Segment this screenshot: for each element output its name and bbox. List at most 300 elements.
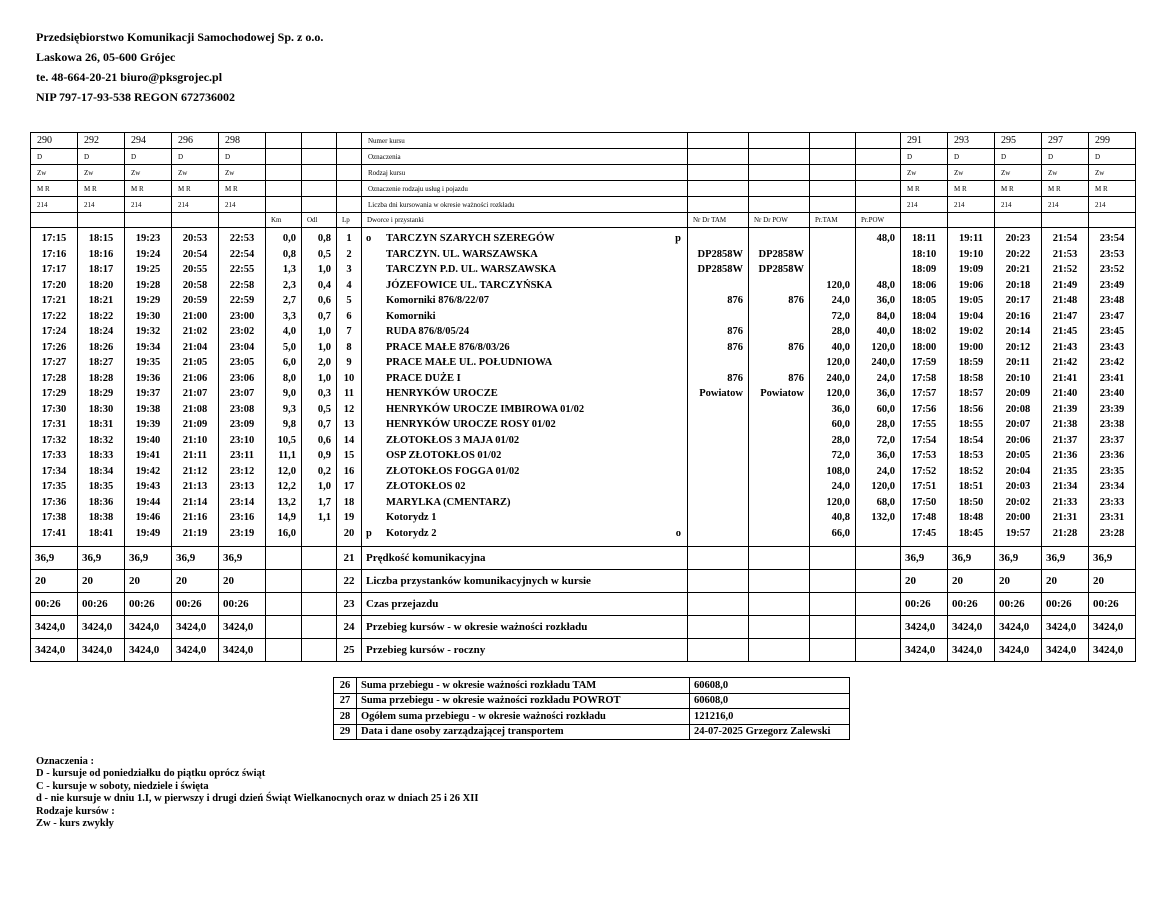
stop-marker-end	[671, 280, 687, 291]
course-mr: M R	[995, 181, 1042, 197]
blank-cell	[688, 165, 749, 181]
departure-time: 23:06	[219, 371, 266, 387]
pr-pow-value: 240,0	[856, 355, 901, 371]
blank-cell	[995, 213, 1042, 228]
stop-marker	[366, 388, 386, 399]
return-time: 21:40	[1042, 386, 1089, 402]
blank-cell	[856, 547, 901, 570]
odl-col-blank	[302, 165, 337, 181]
summary-value: 00:26	[1042, 593, 1089, 616]
return-time: 23:53	[1089, 247, 1136, 263]
summary-lp: 21	[337, 547, 362, 570]
odl-col-blank	[302, 181, 337, 197]
summary-value: 3424,0	[172, 639, 219, 662]
lp-value: 10	[337, 371, 362, 387]
stop-row	[31, 324, 1136, 340]
blank-cell	[302, 616, 337, 639]
lp-value: 17	[337, 479, 362, 495]
blank-cell	[688, 616, 749, 639]
blank-cell	[219, 213, 266, 228]
nr-tam-value: 876	[688, 293, 749, 309]
stop-cell	[362, 293, 688, 309]
course-type: Zw	[172, 165, 219, 181]
departure-time: 21:10	[172, 433, 219, 449]
blank-cell	[125, 213, 172, 228]
km-value: 14,9	[266, 510, 302, 526]
summary-value: 20	[31, 570, 78, 593]
nr-tam-value: 876	[688, 340, 749, 356]
stop-marker	[366, 280, 386, 291]
stop-wrap	[366, 295, 687, 306]
lp-col-blank	[337, 165, 362, 181]
header-label: Oznaczenie rodzaju usług i pojazdu	[362, 181, 688, 197]
nr-pow-value: 876	[749, 340, 810, 356]
departure-time: 19:23	[125, 231, 172, 247]
stop-marker	[366, 295, 386, 306]
km-value: 2,7	[266, 293, 302, 309]
departure-time: 21:07	[172, 386, 219, 402]
lp-col-blank	[337, 133, 362, 149]
summary-row	[31, 616, 1136, 639]
stop-cell	[362, 262, 688, 278]
company-ids: NIP 797-17-93-538 REGON 672736002	[36, 90, 235, 104]
stop-name: ZŁOTOKŁOS 3 MAJA 01/02	[386, 434, 520, 446]
totals-lp: 29	[334, 724, 357, 740]
blank-cell	[749, 547, 810, 570]
return-time: 23:35	[1089, 464, 1136, 480]
pr-tam-value: 72,0	[810, 309, 856, 325]
course-type: Zw	[948, 165, 995, 181]
departure-time: 17:17	[31, 262, 78, 278]
departure-time: 22:54	[219, 247, 266, 263]
lp-col-blank	[337, 197, 362, 213]
odl-value: 1,0	[302, 340, 337, 356]
stop-name: JÓZEFOWICE UL. TARCZYŃSKA	[386, 279, 553, 291]
odl-value: 0,7	[302, 417, 337, 433]
return-time: 18:10	[901, 247, 948, 263]
departure-time: 18:24	[78, 324, 125, 340]
departure-time: 21:11	[172, 448, 219, 464]
stop-cell	[362, 433, 688, 449]
return-time: 20:03	[995, 479, 1042, 495]
stop-name: HENRYKÓW UROCZE	[386, 388, 498, 400]
pr-tam-value: 24,0	[810, 293, 856, 309]
header-label: Rodzaj kursu	[362, 165, 688, 181]
summary-row	[31, 547, 1136, 570]
departure-time: 17:16	[31, 247, 78, 263]
km-value: 6,0	[266, 355, 302, 371]
blank-cell	[1089, 213, 1136, 228]
departure-time: 19:36	[125, 371, 172, 387]
stop-row	[31, 448, 1136, 464]
summary-value: 3424,0	[31, 639, 78, 662]
km-col-blank	[266, 181, 302, 197]
stop-name: ZŁOTOKŁOS 02	[386, 481, 466, 493]
stop-row	[31, 417, 1136, 433]
pr-pow-value: 72,0	[856, 433, 901, 449]
summary-value: 3424,0	[31, 616, 78, 639]
km-value: 12,0	[266, 464, 302, 480]
blank-cell	[810, 181, 856, 197]
course-num: 296	[172, 133, 219, 149]
pr-tam-value: 108,0	[810, 464, 856, 480]
stop-name: OSP ZŁOTOKŁOS 01/02	[386, 450, 502, 462]
summary-value: 20	[172, 570, 219, 593]
departure-time: 20:59	[172, 293, 219, 309]
departure-time: 18:20	[78, 278, 125, 294]
departure-time: 20:55	[172, 262, 219, 278]
stop-marker	[366, 357, 386, 368]
departure-time: 19:24	[125, 247, 172, 263]
km-value: 16,0	[266, 526, 302, 542]
column-nr-tam-header: Nr Dr TAM	[688, 213, 749, 228]
header-label: Oznaczenia	[362, 149, 688, 165]
blank-cell	[1042, 213, 1089, 228]
stop-marker-end	[671, 357, 687, 368]
odl-col-blank	[302, 197, 337, 213]
stop-cell	[362, 417, 688, 433]
blank-cell	[856, 181, 901, 197]
course-num: 295	[995, 133, 1042, 149]
blank-cell	[749, 133, 810, 149]
return-time: 18:50	[948, 495, 995, 511]
stop-name: Kotorydz 2	[386, 527, 437, 539]
totals-label: Suma przebiegu - w okresie ważności rozkładu TAM	[357, 678, 690, 694]
blank-cell	[749, 165, 810, 181]
departure-time: 21:05	[172, 355, 219, 371]
stop-marker	[366, 342, 386, 353]
return-time: 21:33	[1042, 495, 1089, 511]
return-time: 20:21	[995, 262, 1042, 278]
stop-cell	[362, 510, 688, 526]
return-time: 18:04	[901, 309, 948, 325]
departure-time: 23:19	[219, 526, 266, 542]
blank-cell	[749, 149, 810, 165]
column-stop-header: Dworce i przystanki	[362, 213, 688, 228]
departure-time: 21:02	[172, 324, 219, 340]
return-time: 23:37	[1089, 433, 1136, 449]
departure-time: 17:33	[31, 448, 78, 464]
nr-pow-value	[749, 495, 810, 511]
departure-time: 19:35	[125, 355, 172, 371]
pr-tam-value: 24,0	[810, 479, 856, 495]
return-time: 20:00	[995, 510, 1042, 526]
stop-marker-end	[671, 342, 687, 353]
departure-time: 18:28	[78, 371, 125, 387]
summary-label: Prędkość komunikacyjna	[362, 547, 688, 570]
nr-pow-value	[749, 355, 810, 371]
departure-time: 17:21	[31, 293, 78, 309]
return-time: 21:54	[1042, 231, 1089, 247]
departure-time: 18:21	[78, 293, 125, 309]
pr-pow-value	[856, 262, 901, 278]
summary-value: 3424,0	[1042, 639, 1089, 662]
nr-pow-value: DP2858W	[749, 262, 810, 278]
stop-row	[31, 340, 1136, 356]
stop-wrap	[366, 404, 687, 415]
stop-name: TARCZYN P.D. UL. WARSZAWSKA	[386, 264, 557, 276]
return-time: 23:39	[1089, 402, 1136, 418]
stop-marker	[366, 497, 386, 508]
departure-time: 19:34	[125, 340, 172, 356]
pr-tam-value: 40,0	[810, 340, 856, 356]
departure-time: 18:16	[78, 247, 125, 263]
departure-time: 18:29	[78, 386, 125, 402]
blank-cell	[266, 570, 302, 593]
stop-marker-end	[671, 373, 687, 384]
totals-row	[334, 709, 850, 725]
stop-name: TARCZYN SZARYCH SZEREGÓW	[386, 233, 555, 245]
odl-value: 1,1	[302, 510, 337, 526]
pr-tam-value	[810, 247, 856, 263]
return-time: 23:36	[1089, 448, 1136, 464]
odl-value: 0,5	[302, 247, 337, 263]
return-time: 18:02	[901, 324, 948, 340]
nr-pow-value	[749, 402, 810, 418]
nr-pow-value	[749, 417, 810, 433]
stop-marker	[366, 249, 386, 260]
departure-time: 21:13	[172, 479, 219, 495]
return-time: 21:53	[1042, 247, 1089, 263]
pr-tam-value: 36,0	[810, 402, 856, 418]
stop-marker	[366, 264, 386, 275]
departure-time: 18:30	[78, 402, 125, 418]
stop-marker	[366, 512, 386, 523]
stop-row	[31, 495, 1136, 511]
pr-pow-value	[856, 247, 901, 263]
stop-cell	[362, 324, 688, 340]
departure-time: 23:13	[219, 479, 266, 495]
course-mr: M R	[1042, 181, 1089, 197]
blank-cell	[810, 197, 856, 213]
departure-time: 17:24	[31, 324, 78, 340]
blank-cell	[810, 165, 856, 181]
stop-name: HENRYKÓW UROCZE IMBIROWA 01/02	[386, 403, 585, 415]
course-mr: M R	[901, 181, 948, 197]
return-time: 18:45	[948, 526, 995, 542]
return-time: 19:05	[948, 293, 995, 309]
blank-cell	[266, 639, 302, 662]
summary-value: 20	[125, 570, 172, 593]
blank-cell	[810, 133, 856, 149]
departure-time: 18:35	[78, 479, 125, 495]
odl-value: 0,5	[302, 402, 337, 418]
km-value: 3,3	[266, 309, 302, 325]
stop-cell	[362, 526, 688, 542]
departure-time: 17:27	[31, 355, 78, 371]
totals-lp: 28	[334, 709, 357, 725]
departure-time: 23:11	[219, 448, 266, 464]
course-type: Zw	[901, 165, 948, 181]
stop-cell	[362, 448, 688, 464]
nr-pow-value	[749, 448, 810, 464]
lp-value: 12	[337, 402, 362, 418]
km-value: 8,0	[266, 371, 302, 387]
summary-row	[31, 570, 1136, 593]
column-odl-header: Odl	[302, 213, 337, 228]
course-type: Zw	[995, 165, 1042, 181]
departure-time: 20:53	[172, 231, 219, 247]
pr-pow-value: 36,0	[856, 448, 901, 464]
blank-cell	[688, 149, 749, 165]
return-time: 21:36	[1042, 448, 1089, 464]
return-time: 23:42	[1089, 355, 1136, 371]
stop-cell	[362, 278, 688, 294]
stop-name: MARYLKA (CMENTARZ)	[386, 496, 511, 508]
stop-marker	[366, 450, 386, 461]
odl-value: 0,3	[302, 386, 337, 402]
stop-name: Komorniki 876/8/22/07	[386, 295, 489, 307]
nr-pow-value: Powiatow	[749, 386, 810, 402]
blank-cell	[688, 547, 749, 570]
stop-marker-end	[671, 404, 687, 415]
lp-value: 5	[337, 293, 362, 309]
departure-time: 17:22	[31, 309, 78, 325]
lp-value: 9	[337, 355, 362, 371]
course-num: 292	[78, 133, 125, 149]
return-time: 23:43	[1089, 340, 1136, 356]
blank-cell	[810, 616, 856, 639]
course-num: 293	[948, 133, 995, 149]
lp-value: 15	[337, 448, 362, 464]
lp-value: 11	[337, 386, 362, 402]
totals-label: Suma przebiegu - w okresie ważności rozkładu POWROT	[357, 693, 690, 709]
legend-line: C - kursuje w soboty, niedziele i święta	[36, 780, 209, 792]
return-time: 19:11	[948, 231, 995, 247]
stop-name: PRACE MAŁE UL. POŁUDNIOWA	[386, 357, 553, 369]
lp-value: 7	[337, 324, 362, 340]
stop-wrap	[366, 264, 687, 275]
course-d: D	[125, 149, 172, 165]
stop-row	[31, 355, 1136, 371]
stop-row	[31, 309, 1136, 325]
stop-cell	[362, 247, 688, 263]
course-mr: M R	[172, 181, 219, 197]
return-time: 17:53	[901, 448, 948, 464]
course-type: Zw	[1089, 165, 1136, 181]
departure-time: 23:05	[219, 355, 266, 371]
pr-pow-value: 24,0	[856, 371, 901, 387]
pr-pow-value	[856, 526, 901, 542]
stop-marker-end	[671, 435, 687, 446]
stop-marker-end	[671, 497, 687, 508]
return-time: 21:43	[1042, 340, 1089, 356]
summary-label: Przebieg kursów - w okresie ważności rozkładu	[362, 616, 688, 639]
departure-time: 22:58	[219, 278, 266, 294]
departure-time: 23:09	[219, 417, 266, 433]
departure-time: 17:38	[31, 510, 78, 526]
stop-marker-end: p	[675, 233, 681, 245]
stop-name: HENRYKÓW UROCZE ROSY 01/02	[386, 419, 556, 431]
blank-cell	[749, 593, 810, 616]
return-time: 20:18	[995, 278, 1042, 294]
stop-row	[31, 386, 1136, 402]
summary-value: 00:26	[901, 593, 948, 616]
stop-marker-end	[671, 249, 687, 260]
company-contact: te. 48-664-20-21 biuro@pksgrojec.pl	[36, 70, 223, 84]
departure-time: 19:41	[125, 448, 172, 464]
nr-tam-value: 876	[688, 371, 749, 387]
stop-marker-end: o	[675, 527, 681, 539]
pr-tam-value	[810, 231, 856, 247]
column-pr-tam-header: Pr.TAM	[810, 213, 856, 228]
lp-value: 2	[337, 247, 362, 263]
summary-value: 36,9	[78, 547, 125, 570]
pr-pow-value: 28,0	[856, 417, 901, 433]
course-d: D	[995, 149, 1042, 165]
stop-marker: o	[366, 233, 372, 245]
pr-pow-value: 48,0	[856, 231, 901, 247]
totals-row	[334, 724, 850, 740]
blank-cell	[302, 547, 337, 570]
nr-pow-value	[749, 479, 810, 495]
blank-cell	[856, 593, 901, 616]
return-time: 20:04	[995, 464, 1042, 480]
departure-time: 18:17	[78, 262, 125, 278]
totals-row	[334, 678, 850, 694]
totals-table	[333, 677, 850, 740]
departure-time: 18:27	[78, 355, 125, 371]
nr-tam-value	[688, 526, 749, 542]
pr-pow-value: 132,0	[856, 510, 901, 526]
pr-pow-value: 120,0	[856, 479, 901, 495]
blank-cell	[856, 616, 901, 639]
lp-col-blank	[337, 149, 362, 165]
stop-marker	[366, 481, 386, 492]
departure-time: 23:02	[219, 324, 266, 340]
stop-wrap	[366, 419, 687, 430]
nr-tam-value: DP2858W	[688, 247, 749, 263]
blank-cell	[810, 570, 856, 593]
summary-label: Przebieg kursów - roczny	[362, 639, 688, 662]
course-d: D	[1042, 149, 1089, 165]
stop-row	[31, 464, 1136, 480]
summary-value: 3424,0	[948, 639, 995, 662]
return-time: 21:52	[1042, 262, 1089, 278]
departure-time: 19:42	[125, 464, 172, 480]
nr-pow-value	[749, 433, 810, 449]
lp-value: 16	[337, 464, 362, 480]
pr-pow-value: 60,0	[856, 402, 901, 418]
blank-cell	[749, 570, 810, 593]
blank-cell	[901, 213, 948, 228]
return-time: 17:48	[901, 510, 948, 526]
course-mr: M R	[948, 181, 995, 197]
summary-value: 36,9	[219, 547, 266, 570]
course-num: 297	[1042, 133, 1089, 149]
km-col-blank	[266, 197, 302, 213]
totals-lp: 26	[334, 678, 357, 694]
stop-marker-end	[671, 311, 687, 322]
return-time: 20:09	[995, 386, 1042, 402]
return-time: 18:55	[948, 417, 995, 433]
stop-wrap	[366, 249, 687, 260]
stop-marker-end	[671, 326, 687, 337]
return-time: 20:22	[995, 247, 1042, 263]
course-days: 214	[1042, 197, 1089, 213]
departure-time: 23:12	[219, 464, 266, 480]
departure-time: 21:04	[172, 340, 219, 356]
departure-time: 23:04	[219, 340, 266, 356]
return-time: 18:54	[948, 433, 995, 449]
departure-time: 19:46	[125, 510, 172, 526]
pr-tam-value: 60,0	[810, 417, 856, 433]
return-time: 20:11	[995, 355, 1042, 371]
blank-cell	[266, 616, 302, 639]
blank-cell	[302, 570, 337, 593]
stop-row	[31, 526, 1136, 542]
return-time: 17:50	[901, 495, 948, 511]
